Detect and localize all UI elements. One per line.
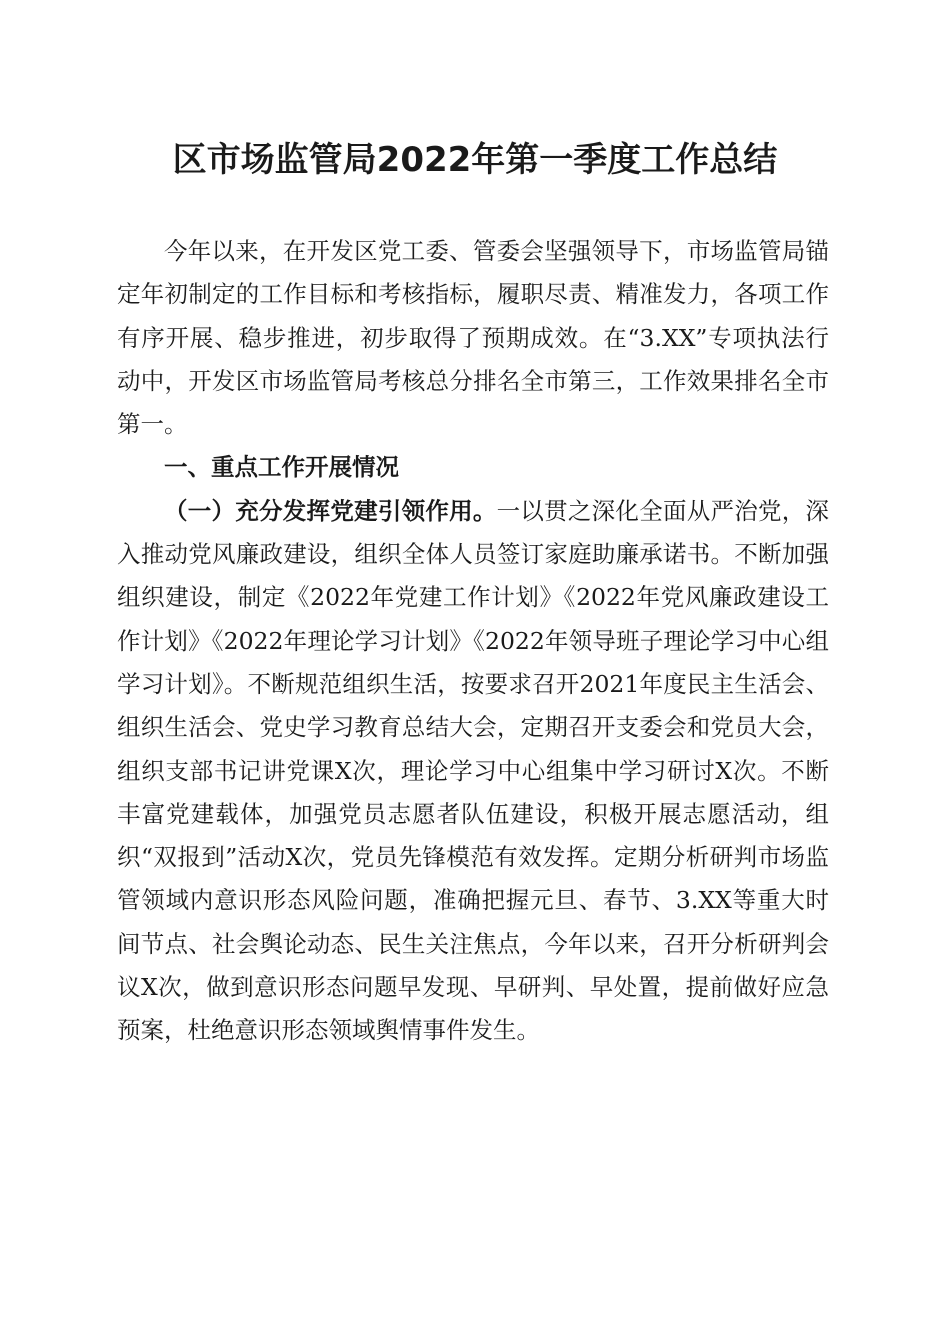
item-heading: （一）充分发挥党建引领作用。 <box>164 496 497 525</box>
intro-paragraph: 今年以来，在开发区党工委、管委会坚强领导下，市场监管局锚定年初制定的工作目标和考核指标，履职尽责、精准发力，各项工作有序开展、稳步推进，初步取得了预期成效。在“3.XX”专项执法行动中，开发区市场监管局考核总分排名全市第三，工作效果排名全市第一。 <box>117 237 829 439</box>
item-paragraph <box>117 490 829 1053</box>
document-body <box>117 230 829 1053</box>
section-heading: 一、重点工作开展情况 <box>164 453 399 482</box>
item-body: 一以贯之深化全面从严治党，深入推动党风廉政建设，组织全体人员签订家庭助廉承诺书。不断加强组织建设，制定《2022年党建工作计划》《2022年党风廉政建设工作计划》《2022年理论学习计划》《2022年领导班子理论学习中心组学习计划》。不断规范组织生活，按要求召开2021年度民主生活会、组织生活会、党史学习教育总结大会，定期召开支委会和党员大会，组织支部书记讲党课X次，理论学习中心组集中学习研讨X次。不断丰富党建载体，加强党员志愿者队伍建设，积极开展志愿活动，组织“双报到”活动X次，党员先锋模范有效发挥。定期分析研判市场监管领域内意识形态风险问题，准确把握元旦、春节、3.XX等重大时间节点、社会舆论动态、民生关注焦点，今年以来，召开分析研判会议X次，做到意识形态问题早发现、早研判、早处置，提前做好应急预案，杜绝意识形态领域舆情事件发生。 <box>117 496 830 1045</box>
document-title: 区市场监管局2022年第一季度工作总结 <box>172 140 778 180</box>
